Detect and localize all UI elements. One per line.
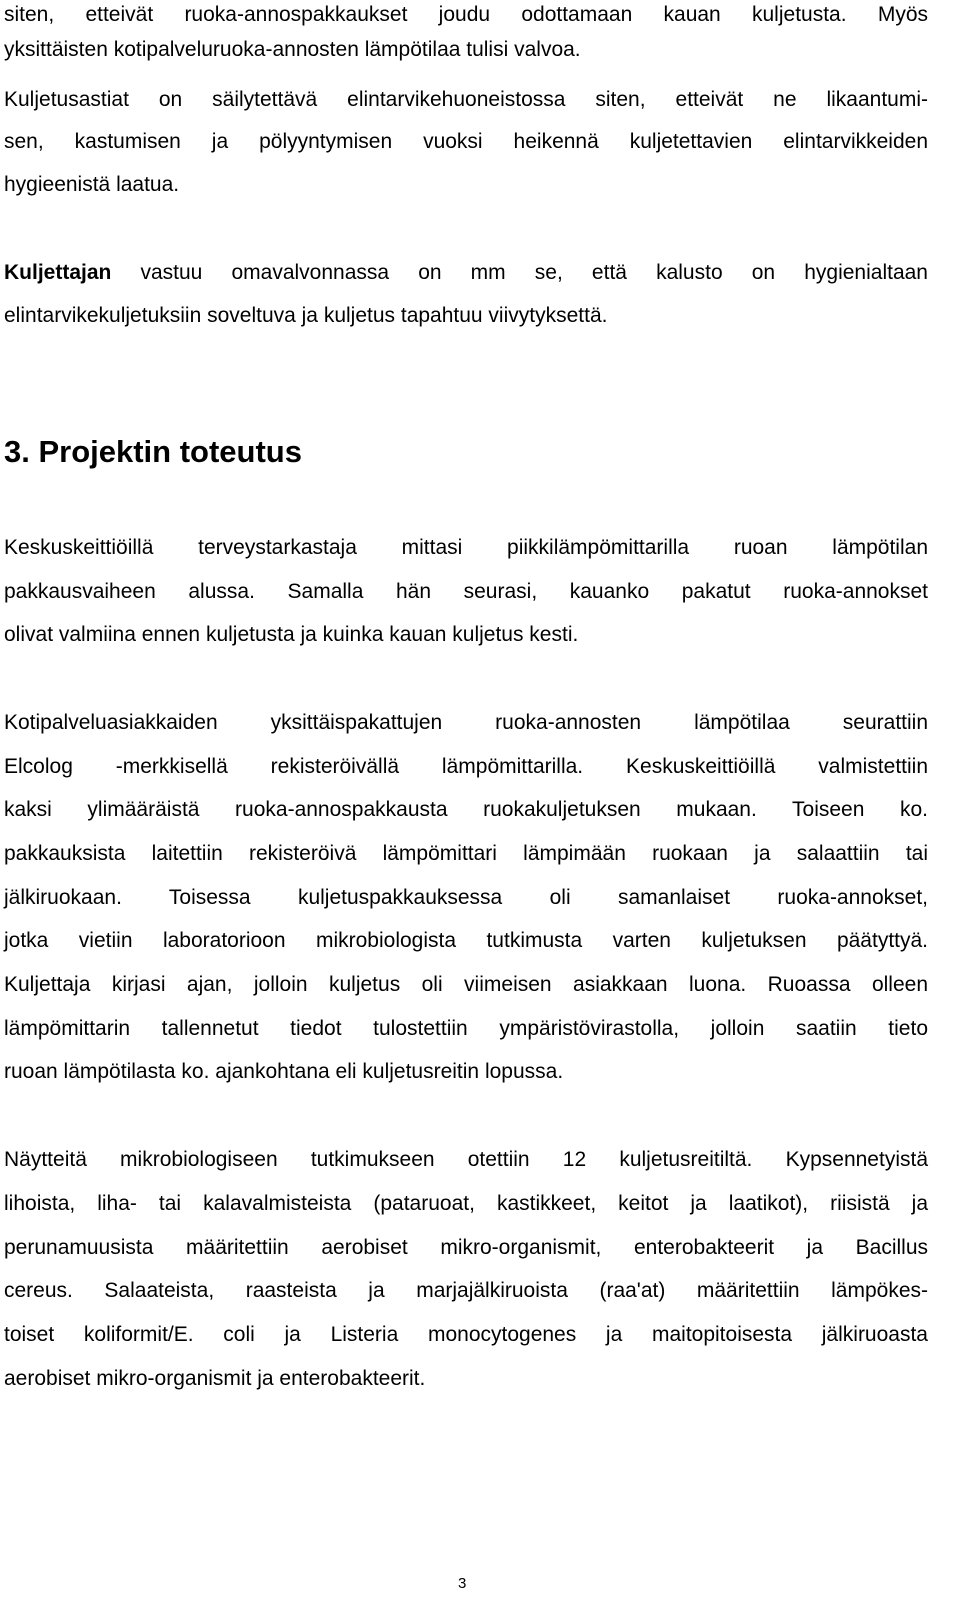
paragraph-line: jälkiruokaan. Toisessa kuljetuspakkauksessa oli samanlaiset ruoka-annokset, — [4, 886, 928, 909]
paragraph-line: toiset koliformit/E. coli ja Listeria monocytogenes ja maitopitoisesta jälkiruoasta — [4, 1323, 928, 1346]
paragraph-line: perunamuusista määritettiin aerobiset mikro-organismit, enterobakteerit ja Bacillus — [4, 1236, 928, 1259]
page-number: 3 — [458, 1575, 467, 1592]
paragraph-line: sen, kastumisen ja pölyyntymisen vuoksi heikennä kuljetettavien elintarvikkeiden — [4, 130, 928, 153]
paragraph-line: pakkauksista laitettiin rekisteröivä lämpömittari lämpimään ruokaan ja salaattiin tai — [4, 842, 928, 865]
paragraph-line: Keskuskeittiöillä terveystarkastaja mittasi piikkilämpömittarilla ruoan lämpötilan — [4, 536, 928, 559]
paragraph-line: Näytteitä mikrobiologiseen tutkimukseen otettiin 12 kuljetusreitiltä. Kypsennetyistä — [4, 1148, 928, 1171]
paragraph-text: vastuu omavalvonnassa on mm se, että kalusto on hygienialtaan — [111, 261, 928, 284]
paragraph-line: aerobiset mikro-organismit ja enterobakteerit. — [4, 1367, 426, 1390]
paragraph-line: hygieenistä laatua. — [4, 173, 180, 196]
paragraph-line: lämpömittarin tallennetut tiedot tulostettiin ympäristövirastolla, jolloin saatiin tieto — [4, 1017, 928, 1040]
section-heading: 3. Projektin toteutus — [4, 434, 302, 469]
paragraph-line: olivat valmiina ennen kuljetusta ja kuinka kauan kuljetus kesti. — [4, 623, 579, 646]
bold-term: Kuljettajan — [4, 261, 112, 284]
paragraph-line — [4, 258, 928, 288]
paragraph-line: pakkausvaiheen alussa. Samalla hän seurasi, kauanko pakatut ruoka-annokset — [4, 580, 928, 603]
paragraph-line: jotka vietiin laboratorioon mikrobiologista tutkimusta varten kuljetuksen päätyttyä. — [4, 929, 928, 952]
paragraph-line: lihoista, liha- tai kalavalmisteista (pataruoat, kastikkeet, keitot ja laatikot), riisistä ja — [4, 1192, 928, 1215]
paragraph-line: elintarvikekuljetuksiin soveltuva ja kuljetus tapahtuu viivytyksettä. — [4, 304, 608, 327]
paragraph-line: Kuljettaja kirjasi ajan, jolloin kuljetus oli viimeisen asiakkaan luona. Ruoassa olleen — [4, 973, 928, 996]
paragraph-line: siten, etteivät ruoka-annospakkaukset joudu odottamaan kauan kuljetusta. Myös — [4, 3, 928, 26]
paragraph-line: kaksi ylimääräistä ruoka-annospakkausta ruokakuljetuksen mukaan. Toiseen ko. — [4, 798, 928, 821]
paragraph-line: yksittäisten kotipalveluruoka-annosten lämpötilaa tulisi valvoa. — [4, 38, 581, 61]
paragraph-line: Kuljetusastiat on säilytettävä elintarvikehuoneistossa siten, etteivät ne likaantumi- — [4, 88, 928, 111]
paragraph-line: ruoan lämpötilasta ko. ajankohtana eli kuljetusreitin lopussa. — [4, 1060, 564, 1083]
paragraph-line: cereus. Salaateista, raasteista ja marjajälkiruoista (raa'at) määritettiin lämpökes- — [4, 1279, 928, 1302]
paragraph-line: Elcolog -merkkisellä rekisteröivällä lämpömittarilla. Keskuskeittiöillä valmistettiin — [4, 755, 928, 778]
paragraph-line: Kotipalveluasiakkaiden yksittäispakattujen ruoka-annosten lämpötilaa seurattiin — [4, 711, 928, 734]
